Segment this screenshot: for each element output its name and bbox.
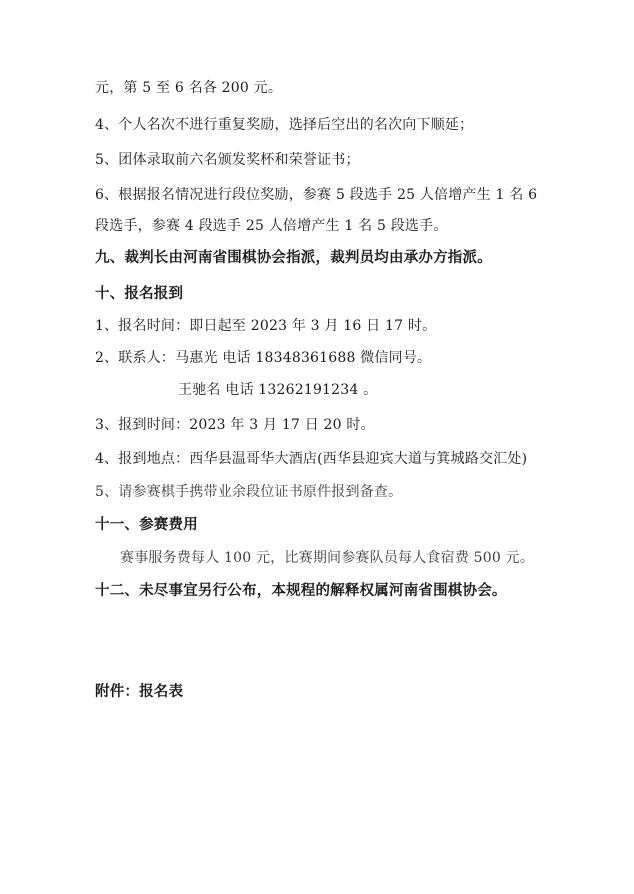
registration-time: 1、报名时间：即日起至 2023 年 3 月 16 日 17 时。 <box>95 318 437 334</box>
contact-person-2: 王驰名 电话 13262191234 。 <box>178 382 378 398</box>
rule-item-4: 4、个人名次不进行重复奖励，选择后空出的名次向下顺延； <box>95 117 474 133</box>
rule-item-6-line-2: 段选手，参赛 4 段选手 25 人倍增产生 1 名 5 段选手。 <box>95 218 448 234</box>
fee-description: 赛事服务费每人 100 元，比赛期间参赛队员每人食宿费 500 元。 <box>120 550 535 566</box>
section-heading-10: 十、报名报到 <box>95 286 184 302</box>
check-in-time: 3、报到时间：2023 年 3 月 17 日 20 时。 <box>95 417 375 433</box>
rule-item-6-line-1: 6、根据报名情况进行段位奖励，参赛 5 段选手 25 人倍增产生 1 名 6 <box>95 187 538 203</box>
section-heading-11: 十一、参赛费用 <box>95 517 198 533</box>
section-heading-12: 十二、未尽事宜另行公布，本规程的解释权属河南省围棋协会。 <box>95 583 507 599</box>
prize-text-continued: 元，第 5 至 6 名各 200 元。 <box>95 80 283 96</box>
attachment-label: 附件：报名表 <box>95 684 184 700</box>
check-in-location: 4、报到地点：西华县温哥华大酒店(西华县迎宾大道与箕城路交汇处) <box>95 451 528 467</box>
rule-item-5: 5、团体录取前六名颁发奖杯和荣誉证书； <box>95 152 360 168</box>
certificate-note: 5、请参赛棋手携带业余段位证书原件报到备查。 <box>95 484 403 500</box>
contact-person-1: 2、联系人：马惠光 电话 18348361688 微信同号。 <box>95 350 432 366</box>
section-heading-9: 九、裁判长由河南省围棋协会指派，裁判员均由承办方指派。 <box>95 250 492 266</box>
